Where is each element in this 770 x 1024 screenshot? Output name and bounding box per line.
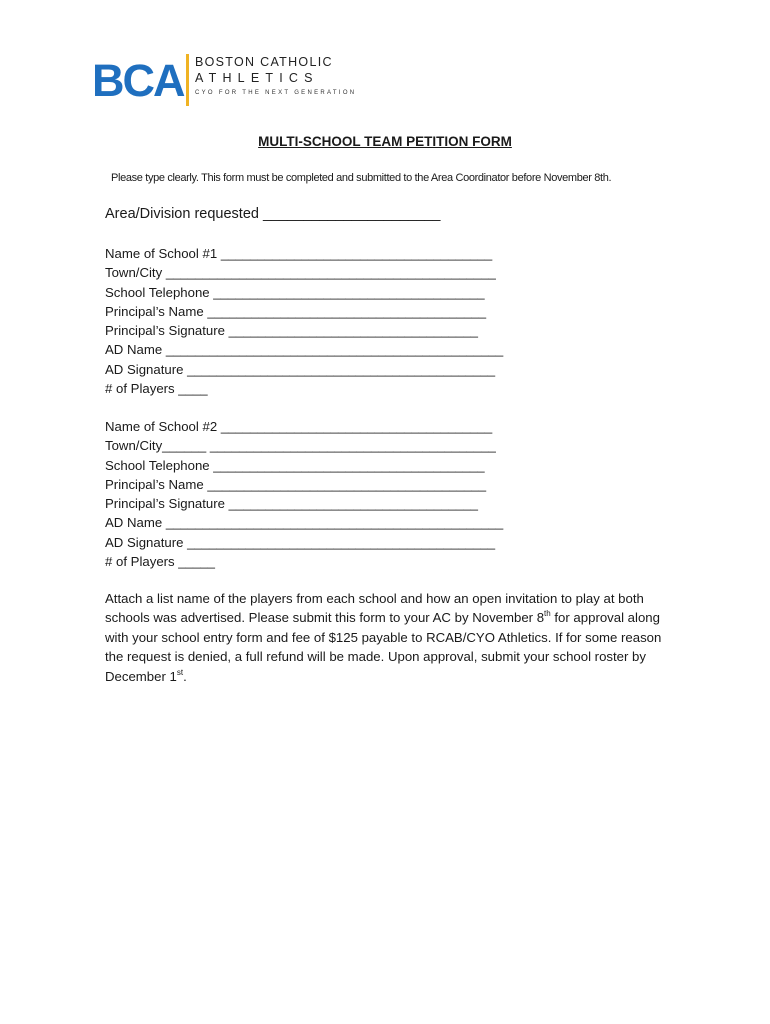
form-title: MULTI-SCHOOL TEAM PETITION FORM: [258, 134, 512, 149]
school-1-ad-name-field: AD Name ______________________________________________: [105, 342, 504, 358]
school-2-ad-name-field: AD Name ______________________________________________: [105, 515, 504, 531]
logo-divider: [186, 54, 189, 106]
superscript-th: th: [544, 609, 551, 619]
school-1-ad-signature-field: AD Signature __________________________________________: [105, 361, 496, 377]
school-2-principal-name-field: Principal’s Name ______________________________________: [105, 476, 487, 492]
logo-letters: BCA: [92, 55, 184, 106]
school-1-name-field: Name of School #1 _____________________________________: [105, 246, 493, 261]
school-1-principal-name-field: Principal’s Name ______________________________________: [105, 303, 487, 319]
logo-tagline: CYO FOR THE NEXT GENERATION: [195, 90, 357, 96]
form-instructions: Please type clearly. This form must be completed and submitted to the Area Coordinator before November 8th.: [111, 172, 612, 184]
school-2-section: [105, 417, 503, 571]
school-2-ad-signature-field: AD Signature __________________________________________: [105, 534, 496, 550]
logo-line-2: ATHLETICS: [195, 70, 319, 85]
school-1-town-field: Town/City _____________________________________________: [105, 265, 496, 281]
instructions-paragraph: [105, 589, 665, 686]
paragraph-part-1: Attach a list name of the players from each school and how an open invitation to play at both schools was advertised. Please submit this form to your AC by November 8: [105, 591, 644, 626]
school-2-principal-signature-field: Principal’s Signature __________________________________: [105, 496, 479, 512]
paragraph-part-2: for approval along with your school entry form and fee of $125 payable to RCAB/CYO Athletics. If for some reason the request is denied, a full refund will be made. Upon approval, submit your school roster by December 1: [105, 610, 662, 684]
school-1-players-field: # of Players ____: [105, 381, 208, 397]
area-division-field: Area/Division requested ______________________: [105, 206, 441, 222]
paragraph-part-3: .: [183, 668, 187, 684]
school-1-section: [105, 244, 503, 398]
school-2-telephone-field: School Telephone _____________________________________: [105, 457, 485, 473]
logo-wordmark: [195, 56, 356, 96]
school-2-town-field: Town/City______ _______________________________________: [105, 438, 496, 454]
school-1-principal-signature-field: Principal’s Signature __________________________________: [105, 323, 479, 339]
school-2-players-field: # of Players _____: [105, 554, 215, 570]
school-2-name-field: Name of School #2 _____________________________________: [105, 419, 493, 434]
logo-line-1: BOSTON CATHOLIC: [195, 55, 333, 69]
superscript-st: st: [176, 667, 184, 677]
school-1-telephone-field: School Telephone _____________________________________: [105, 284, 485, 300]
